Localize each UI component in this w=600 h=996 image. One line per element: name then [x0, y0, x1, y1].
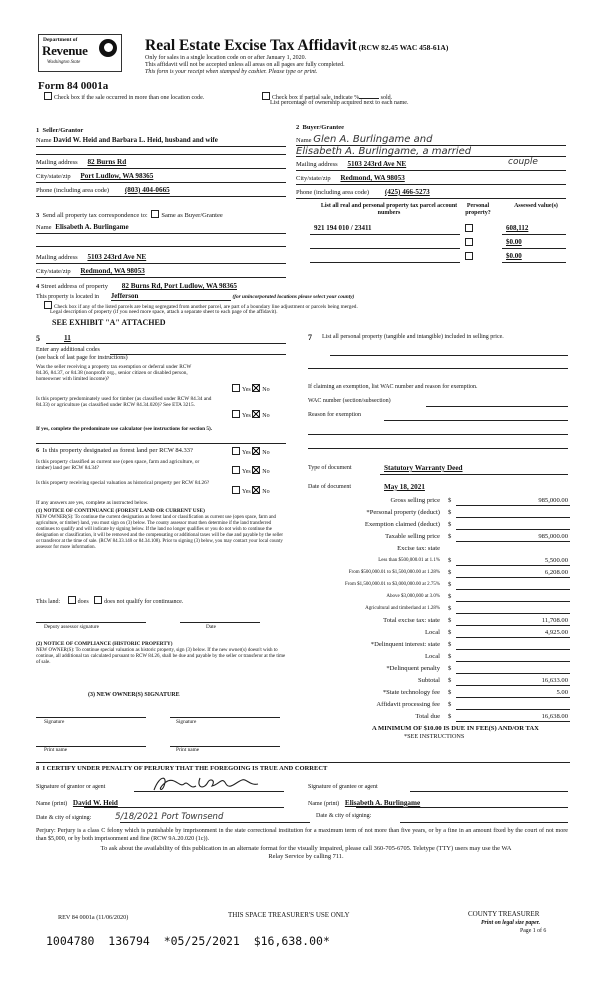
seller-num: 1 — [36, 127, 40, 134]
tax-row-label: From $1,500,000.01 to $3,000,000.00 at 2.75% — [345, 582, 440, 587]
partial-sale-label: Check box if partial sale, indicate % — [272, 95, 360, 101]
additional-codes-label: Enter any additional codes — [36, 347, 100, 353]
treasurer-space: THIS SPACE TREASURER'S USE ONLY — [228, 911, 350, 919]
corr-mailing: 5103 243rd Ave NE — [87, 253, 147, 261]
amount-line — [456, 673, 570, 674]
amount-line — [456, 625, 570, 626]
rev-number: REV 84 0001a (11/06/2020) — [58, 914, 129, 921]
owner-print-name-label-2: Print name — [176, 747, 200, 753]
tax-row — [300, 497, 570, 506]
see-instructions: *SEE INSTRUCTIONS — [404, 733, 465, 740]
assessed-value: $0.00 — [506, 252, 522, 260]
tax-row-label: *Delinquent penalty — [386, 665, 440, 672]
tax-row — [300, 569, 570, 578]
grantor-date-city: 5/18/2021 Port Townsend — [115, 812, 224, 822]
tax-row-label: Taxable selling price — [385, 533, 440, 540]
historic-heading: (2) NOTICE OF COMPLIANCE (HISTORIC PROPERTY) — [36, 641, 173, 647]
amount-line — [456, 505, 570, 506]
yes-label: Yes — [242, 387, 251, 393]
sec5-q2-yes-checkbox[interactable] — [232, 410, 240, 418]
seller-heading: Seller/Grantor — [42, 127, 84, 134]
tax-row-label: From $500,000.01 to $1,500,000.00 at 1.28% — [348, 570, 440, 575]
buyer-mailing-label: Mailing address — [296, 161, 338, 168]
tax-row-label: *State technology fee — [382, 689, 440, 696]
seller-city-label: City/state/zip — [36, 173, 71, 180]
personal-property-checkbox[interactable] — [465, 224, 473, 232]
dollar-sign: $ — [448, 653, 452, 660]
dept-line2: Revenue — [42, 43, 88, 58]
sec5-q2-no-checkbox[interactable] — [252, 410, 260, 418]
seller-mailing-label: Mailing address — [36, 159, 78, 166]
amount-line — [456, 589, 570, 590]
dollar-sign: $ — [448, 677, 452, 684]
header-note2: This affidavit will not be accepted unless all areas on all pages are fully completed. — [145, 62, 345, 68]
historic-body: NEW OWNER(S): To continue special valuation as historic property, sign (3) below. If the new owner(s) doesn't wish to continue, all additional tax calculated pursuant to RCW 84.26, shall be due and payable by the seller or transferor at the time of sale. — [36, 648, 286, 666]
buyer-name-line2: Elisabeth A. Burlingame, a married — [296, 146, 472, 157]
doc-date-label: Date of document — [308, 484, 351, 490]
amount-line — [456, 685, 570, 686]
tax-row — [300, 557, 570, 566]
page-number: Page 1 of 6 — [520, 928, 547, 934]
yes-label: Yes — [242, 450, 251, 456]
tax-row — [300, 665, 570, 674]
assessor-signature-label: Deputy assessor signature — [44, 624, 100, 630]
dollar-sign: $ — [448, 641, 452, 648]
tax-row-label: Agricultural and timberland at 1.28% — [365, 606, 440, 611]
tax-row-label: Total excise tax: state — [383, 617, 440, 624]
tax-row-label: Less than $500,000.01 at 1.1% — [378, 558, 440, 563]
tax-row-label: Subtotal — [418, 677, 440, 684]
doc-type-label: Type of document — [308, 465, 352, 471]
tax-row-label: Gross selling price — [390, 497, 440, 504]
header-note3: This form is your receipt when stamped by cashier. Please type or print. — [145, 69, 318, 75]
header-note1: Only for sales in a single location code on or after January 1, 2020. — [145, 55, 307, 61]
owner-signature-label-2: Signature — [176, 719, 197, 725]
dollar-sign: $ — [448, 629, 452, 636]
reason-label: Reason for exemption — [308, 412, 361, 418]
property-street: 82 Burns Rd, Port Ludlow, WA 98365 — [121, 282, 238, 290]
section6-num: 6 — [36, 447, 40, 454]
assessor-date-label: Date — [206, 624, 216, 630]
amount-line — [456, 613, 570, 614]
partial-sale-checkbox[interactable] — [262, 92, 270, 100]
buyer-num: 2 — [296, 124, 300, 131]
street-label: Street address of property — [41, 283, 108, 290]
perjury-text: Perjury: Perjury is a class C felony which is punishable by imprisonment in the state correctional institution for a maximum term of not more than five years, or by a fine in an amount fixed by the court of not more than $5,000, or by both imprisonment and fine (RCW 9A.20.020 (1c)). — [36, 828, 568, 842]
parcel-col-header: List all real and personal property tax parcel account numbers — [320, 203, 458, 216]
dollar-sign: $ — [448, 509, 452, 516]
wa-state-logo-icon — [99, 39, 117, 57]
dollar-sign: $ — [448, 713, 452, 720]
multi-location-checkbox[interactable] — [44, 92, 52, 100]
amount-line — [456, 649, 570, 650]
tax-row — [300, 521, 570, 530]
seller-city: Port Ludlow, WA 98365 — [80, 172, 154, 180]
boundary-checkbox[interactable] — [44, 301, 52, 309]
yes-label: Yes — [242, 469, 251, 475]
grantee-name-label: Name (print) — [308, 801, 340, 807]
dollar-sign: $ — [448, 581, 452, 588]
tax-row — [300, 581, 570, 590]
receipt-line: 1004780 136794 *05/25/2021 $16,638.00* — [46, 934, 330, 948]
corr-num: 3 — [36, 212, 40, 219]
dollar-sign: $ — [448, 557, 452, 564]
dollar-sign: $ — [448, 593, 452, 600]
tax-row-label: Excise tax: state — [397, 545, 440, 552]
dollar-sign: $ — [448, 605, 452, 612]
tax-row — [300, 545, 570, 554]
buyer-name-line3: couple — [508, 157, 538, 167]
sec6-q2-yes-checkbox[interactable] — [232, 466, 240, 474]
dollar-sign: $ — [448, 665, 452, 672]
sec6-q1-yes-checkbox[interactable] — [232, 447, 240, 455]
revenue-logo — [38, 34, 122, 72]
amount-line — [456, 709, 570, 710]
assessed-value: 608,112 — [506, 224, 529, 232]
legal-description: SEE EXHIBIT "A" ATTACHED — [52, 318, 166, 327]
dept-line1: Department of — [43, 37, 78, 43]
does-label: does — [77, 599, 89, 605]
county-treasurer: COUNTY TREASURER — [468, 910, 540, 918]
seller-phone-label: Phone (including area code) — [36, 187, 110, 194]
same-as-buyer-label: Same as Buyer/Grantee — [161, 212, 223, 219]
parcel-table — [310, 222, 568, 270]
seller-phone: (803) 404-0665 — [124, 186, 170, 194]
tax-row-amount: 5,500.00 — [544, 557, 568, 564]
grantee-name: Elisabeth A. Burlingame — [344, 799, 421, 807]
grantor-date-city-label: Date & city of signing: — [36, 815, 92, 821]
tax-row-amount: 6,208.00 — [544, 569, 568, 576]
amount-line — [456, 517, 570, 518]
does-not-qualify-checkbox[interactable] — [94, 596, 102, 604]
boundary-label: Check box if any of the listed parcels are being segregated from another parcel, are part of a boundary line adjustment or parcels being merged. — [54, 304, 358, 310]
tax-row — [300, 629, 570, 638]
section7-num: 7 — [308, 333, 312, 342]
dept-line3: Washington State — [47, 60, 81, 65]
yes-label: Yes — [242, 413, 251, 419]
tax-row-label: Local — [424, 629, 440, 636]
tax-row-amount: 985,000.00 — [538, 533, 568, 540]
sec6-q2: Is this property classified as current use (open space, farm and agriculture, or timber) land per RCW 84.34? — [36, 459, 200, 472]
owner-print-name-label: Print name — [44, 747, 68, 753]
availability-text: To ask about the availability of this publication in an alternate format for the visually impaired, please call 360-705-6705. Teletype (TTY) users may use the WA Relay Service by calling 711. — [100, 845, 512, 860]
continuance-body: NEW OWNER(S): To continue the current designation as forest land or classification as current use (open space, farm and agriculture, or timber) land, you must sign on (3) below. The county assessor must then determine if the land transferred continues to qualify and will indicate by signing below. If the land no longer qualifies or you do not wish to continue the designation or classification, it will be removed and the compensating or additional taxes will be due and payable by the seller or transferor at the time of sale. (RCW 84.33.140 or 84.34.108). Prior to signing (3) below, you may contact your local county assessor for more information. — [36, 515, 284, 550]
does-qualify-checkbox[interactable] — [68, 596, 76, 604]
amount-line — [456, 637, 570, 638]
corr-name: Elisabeth A. Burlingame — [55, 223, 129, 231]
dollar-sign: $ — [448, 689, 452, 696]
print-legal-note: Print on legal size paper. — [481, 920, 541, 926]
corr-mailing-label: Mailing address — [36, 254, 78, 261]
form-citation: (RCW 82.45 WAC 458-61A) — [358, 43, 449, 52]
parcel-row — [310, 236, 568, 249]
tax-row-amount: 16,633.00 — [541, 677, 568, 684]
legal-description-label: Legal description of property (if you need more space, attach a separate sheet to each page of the affidavit). — [50, 309, 278, 315]
dollar-sign: $ — [448, 569, 452, 576]
tax-row-label: *Delinquent interest: state — [370, 641, 440, 648]
exemption-claim-label: If claiming an exemption, list WAC number and reason for exemption. — [308, 384, 478, 390]
tax-row — [300, 617, 570, 626]
amount-line — [456, 529, 570, 530]
owner-signature-label: Signature — [44, 719, 65, 725]
seller-name: David W. Heid and Barbara L. Heid, husband and wife — [53, 136, 218, 144]
sec6-q1: Is this property designated as forest land per RCW 84.33? — [42, 447, 193, 454]
amount-line — [456, 661, 570, 662]
tax-row-label: *Personal property (deduct) — [366, 509, 440, 516]
corr-city: Redmond, WA 98053 — [80, 267, 145, 275]
tax-row-label: Total due — [415, 713, 440, 720]
tax-row — [300, 677, 570, 686]
no-label: No — [262, 450, 270, 456]
personal-property-label: List all personal property (tangible and intangible) included in selling price. — [322, 334, 504, 340]
buyer-mailing: 5103 243rd Ave NE — [347, 160, 407, 168]
sec6-q3-yes-checkbox[interactable] — [232, 486, 240, 494]
tax-row-amount: 985,000.00 — [538, 497, 568, 504]
grantor-name-label: Name (print) — [36, 801, 68, 807]
sec5-if-yes: If yes, complete the predominate use calculator (see instructions for section 5). — [36, 426, 213, 432]
sec6-q3-no-checkbox[interactable] — [252, 486, 260, 494]
seller-name-label: Name — [36, 137, 52, 144]
dollar-sign: $ — [448, 533, 452, 540]
buyer-name-label: Name — [296, 137, 312, 144]
located-label: This property is located in — [36, 294, 99, 300]
no-label: No — [262, 387, 270, 393]
corr-name-label: Name — [36, 224, 52, 231]
tax-row-amount: 5.00 — [556, 689, 568, 696]
personal-col-header: Personal property? — [465, 203, 491, 216]
amount-line — [456, 601, 570, 602]
dollar-sign: $ — [448, 497, 452, 504]
tax-row — [300, 689, 570, 698]
tax-row-label: Above $3,000,000 at 3.0% — [386, 594, 440, 599]
tax-row-label: Affidavit processing fee — [376, 701, 440, 708]
sec5-q1-no-checkbox[interactable] — [252, 384, 260, 392]
codes-note: (see back of last page for instructions) — [36, 355, 128, 361]
tax-row — [300, 605, 570, 614]
yes-label: Yes — [242, 489, 251, 495]
amount-line — [456, 721, 570, 722]
corr-heading: Send all property tax correspondence to: — [42, 212, 148, 219]
owner-signature-heading: (3) NEW OWNER(S) SIGNATURE — [88, 692, 180, 698]
wac-label: WAC number (section/subsection) — [308, 398, 391, 404]
sec6-q2-no-checkbox[interactable] — [252, 466, 260, 474]
grantor-name: David W. Heid — [72, 799, 118, 807]
land-use-code: 11 — [64, 334, 71, 342]
tax-row-label: Exemption claimed (deduct) — [364, 521, 440, 528]
form-title: Real Estate Excise Tax Affidavit — [145, 37, 357, 54]
continuance-heading: (1) NOTICE OF CONTINUANCE (FOREST LAND OR CURRENT USE) — [36, 508, 205, 514]
sec6-q3: Is this property receiving special valuation as historical property per RCW 84.26? — [36, 480, 210, 486]
assessed-value: $0.00 — [506, 238, 522, 246]
tax-row-amount: 4,925.00 — [544, 629, 568, 636]
tax-row — [300, 641, 570, 650]
same-as-buyer-checkbox[interactable] — [151, 210, 159, 218]
dollar-sign: $ — [448, 617, 452, 624]
amount-line — [456, 697, 570, 698]
multi-location-label: Check box if the sale occurred in more than one location code. — [54, 95, 205, 101]
sec5-q1: Was the seller receiving a property tax exemption or deferral under RCW 84.36, 84.37, or 84.38 (nonprofit org., senior citizen or disabled person, homeowner with limited income)? — [36, 364, 192, 383]
dollar-sign: $ — [448, 521, 452, 528]
tax-row-label: Local — [424, 653, 440, 660]
tax-row — [300, 509, 570, 518]
buyer-name-line1: Glen A. Burlingame and — [313, 134, 433, 145]
no-label: No — [262, 413, 270, 419]
this-land-label: This land: — [36, 599, 61, 605]
amount-line — [456, 541, 570, 542]
no-label: No — [262, 489, 270, 495]
grantee-date-city-label: Date & city of signing: — [316, 813, 372, 819]
tax-row-amount: 16,638.00 — [541, 713, 568, 720]
sec6-q1-no-checkbox[interactable] — [252, 447, 260, 455]
value-col-header: Assessed value(s) — [514, 203, 558, 209]
parcel-number: 921 194 010 / 23411 — [314, 224, 372, 232]
does-not-label: does not qualify for continuance. — [104, 599, 184, 605]
personal-property-checkbox[interactable] — [465, 252, 473, 260]
unincorporated-note: (for unincorporated locations please select your county) — [232, 294, 355, 300]
section5-num: 5 — [36, 334, 40, 343]
seller-mailing: 82 Burns Rd — [87, 158, 127, 166]
doc-date: May 18, 2021 — [384, 483, 425, 491]
sold-label: sold. — [380, 95, 393, 101]
parcel-row — [310, 222, 568, 235]
no-label: No — [262, 469, 270, 475]
tax-row — [300, 701, 570, 710]
parcel-row — [310, 250, 568, 263]
buyer-city: Redmond, WA 98053 — [340, 174, 405, 182]
tax-row — [300, 653, 570, 662]
amount-line — [456, 565, 570, 566]
buyer-city-label: City/state/zip — [296, 175, 331, 182]
dollar-sign: $ — [448, 701, 452, 708]
doc-type: Statutory Warranty Deed — [384, 464, 463, 472]
section8-num: 8 — [36, 765, 40, 772]
tax-row — [300, 593, 570, 602]
sec5-q2: Is this property predominately used for timber (as classified under RCW 84.34 and 84.33) or agriculture (as classified under RCW 84.34.020)? See ETA 3215. — [36, 396, 212, 409]
property-num: 4 — [36, 283, 40, 290]
grantee-sig-label: Signature of grantee or agent — [308, 784, 378, 790]
certify-statement: I CERTIFY UNDER PENALTY OF PERJURY THAT THE FOREGOING IS TRUE AND CORRECT — [42, 765, 328, 772]
list-pct-label: List percentage of ownership acquired next to each name. — [270, 100, 409, 106]
amount-line — [456, 577, 570, 578]
buyer-phone: (425) 466-5273 — [384, 188, 430, 196]
grantor-signature-image — [150, 772, 270, 796]
answers-note: If any answers are yes, complete as instructed below. — [36, 500, 149, 506]
personal-property-checkbox[interactable] — [465, 238, 473, 246]
sec5-q1-yes-checkbox[interactable] — [232, 384, 240, 392]
property-county: Jefferson — [111, 292, 231, 301]
grantor-sig-label: Signature of grantor or agent — [36, 784, 106, 790]
corr-city-label: City/state/zip — [36, 268, 71, 275]
tax-row — [300, 533, 570, 542]
tax-row-amount: 11,708.00 — [541, 617, 568, 624]
tax-row — [300, 713, 570, 722]
form-number: Form 84 0001a — [38, 80, 109, 92]
buyer-heading: Buyer/Grantee — [302, 124, 345, 131]
buyer-phone-label: Phone (including area code) — [296, 189, 370, 196]
minimum-note: A MINIMUM OF $10.00 IS DUE IN FEE(S) AND/OR TAX — [372, 725, 539, 732]
